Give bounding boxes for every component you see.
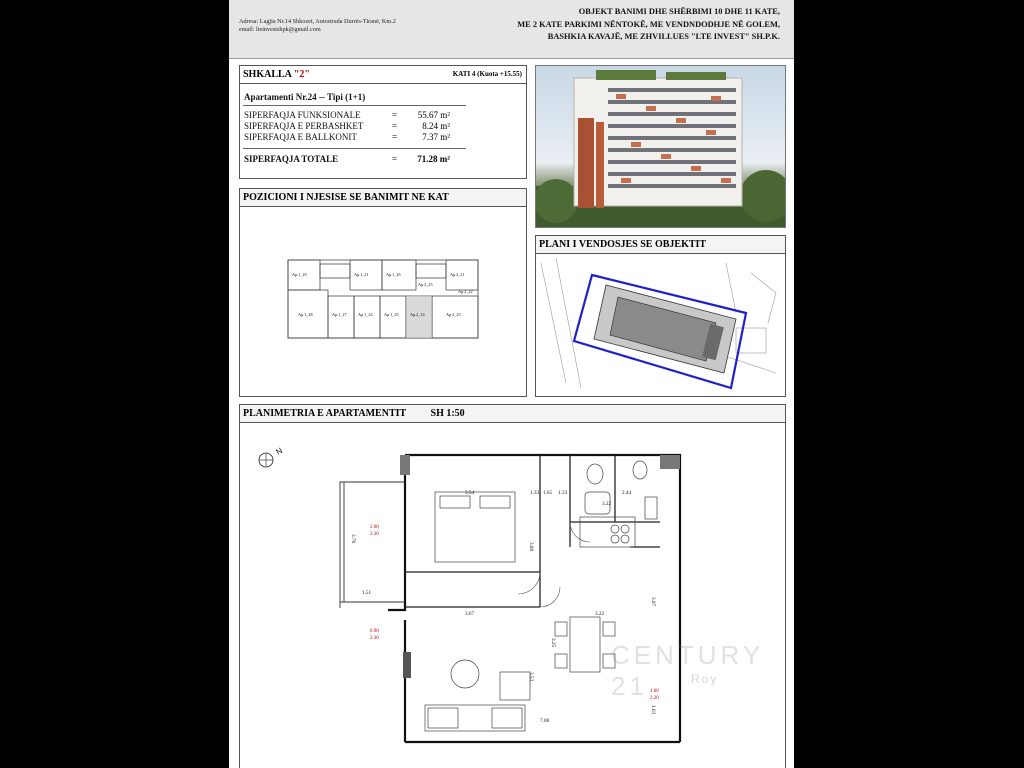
title-line-1: OBJEKT BANIMI DHE SHËRBIMI 10 DHE 11 KATE,	[578, 7, 780, 16]
window-label-4: 2.20	[650, 696, 659, 701]
title-line-3: BASHKIA KAVAJË, ME ZHVILLUES "LTE INVEST" SH.P.K.	[547, 32, 780, 41]
unit-label-bottom-5: Ap.2_24	[410, 312, 425, 317]
dim-balcony-bottom: 1.51	[362, 590, 372, 596]
floor-key-plan	[240, 206, 526, 396]
dim-right-small: 1.63	[650, 705, 656, 715]
dim-balcony-height: 3.78	[350, 534, 356, 544]
building-render-drawing	[536, 66, 785, 227]
north-arrow-icon	[259, 446, 284, 467]
unit-label-top-1: Ap.1_29	[292, 272, 307, 277]
spec-row-label-1: SIPERFAQJA FUNKSIONALE	[244, 110, 361, 120]
dim-top-right: 2.44	[622, 490, 632, 496]
bed	[435, 492, 515, 562]
document-sheet	[229, 0, 794, 768]
total-eq: =	[392, 154, 398, 164]
plan-scale: SH 1:50	[430, 408, 465, 419]
living-furniture	[425, 660, 530, 731]
balcony	[340, 482, 405, 608]
spec-divider-2	[243, 148, 466, 149]
spec-row-label-2: SIPERFAQJA E PERBASHKET	[244, 121, 364, 131]
stair-label: SHKALLA	[243, 69, 292, 80]
window-label-6: 2.30	[370, 636, 379, 641]
dim-top-a: 1.33	[530, 490, 540, 496]
north-label: N	[274, 446, 285, 457]
unit-label-bottom-3: Ap.1_24	[358, 312, 373, 317]
spec-row-label-3: SIPERFAQJA E BALLKONIT	[244, 132, 357, 142]
dim-left-small: 3.25	[550, 638, 556, 648]
plan-title-bar	[240, 405, 785, 423]
spec-eq-1: =	[392, 110, 398, 120]
apartment-type: Apartamenti Nr.24 -- Tipi (1+1)	[244, 92, 366, 102]
spec-eq-3: =	[392, 132, 398, 142]
dining-table	[555, 617, 615, 672]
spec-divider	[243, 105, 466, 106]
dim-living-width: 3.67	[465, 611, 475, 617]
unit-label-top-3: Ap.1_26	[386, 272, 401, 277]
unit-label-top-5: Ap.2_21	[450, 272, 465, 277]
structural-column	[660, 455, 680, 469]
window-label-2: 2.30	[370, 532, 379, 537]
company-address	[239, 18, 396, 34]
highlighted-unit	[406, 296, 432, 338]
project-title	[450, 6, 780, 44]
dim-bed-width: 3.54	[465, 490, 475, 496]
apartment-floor-plan	[240, 422, 785, 768]
unit-label-bottom-2: Ap.1_27	[332, 312, 347, 317]
structural-column	[400, 455, 410, 475]
site-plan-title: PLANI I VENDOSJES SE OBJEKTIT	[536, 236, 785, 254]
stair-value: "2"	[293, 69, 310, 80]
spec-row-value-2: 8.24 m²	[422, 121, 450, 131]
address-line: Adresa: Lagjia Nr.14 Shkozet, Autostrada Durrës-Tiranë, Km.2	[239, 18, 396, 25]
total-label: SIPERFAQJA TOTALE	[244, 154, 339, 164]
email-line: email: lteinvestshpk@gmail.com	[239, 26, 321, 33]
window-label-5: 0.90	[370, 629, 379, 634]
spec-header	[240, 66, 526, 84]
radiator-element	[403, 652, 411, 678]
dim-living-height: 3.53	[528, 672, 534, 682]
plan-title: PLANIMETRIA E APARTAMENTIT	[243, 408, 407, 419]
dim-kitchen-top: 3.22	[602, 501, 612, 507]
dim-kitchen-width: 3.22	[595, 611, 605, 617]
window-label-3: 1.00	[650, 689, 659, 694]
unit-label-bottom-6: Ap.2_23	[446, 312, 461, 317]
unit-label-top-4: Ap.2_25	[418, 282, 433, 287]
dim-top-b: 1.65	[543, 490, 553, 496]
floor-label: KATI 4 (Kuota +15.55)	[452, 70, 522, 78]
unit-label-bottom-1: Ap.1_28	[298, 312, 313, 317]
position-box-title: POZICIONI I NJESISE SE BANIMIT NE KAT	[240, 189, 526, 207]
spec-eq-2: =	[392, 121, 398, 131]
window-label-1: 2.00	[370, 525, 379, 530]
area-spec-box	[239, 65, 527, 179]
dim-bottom-width: 7.08	[540, 718, 550, 724]
site-plan-box	[535, 235, 786, 397]
unit-label-bottom-4: Ap.1_25	[384, 312, 399, 317]
title-line-2: ME 2 KATE PARKIMI NËNTOKË, ME VENDNDODHJE NË GOLEM,	[517, 19, 780, 29]
unit-position-box	[239, 188, 527, 397]
apartment-plan-box	[239, 404, 786, 768]
total-value: 71.28 m²	[417, 154, 450, 164]
building-render	[535, 65, 786, 228]
dim-bed-height: 3.88	[528, 542, 534, 552]
dim-right-height: 3.07	[650, 597, 656, 607]
office-watermark: Roy	[691, 672, 719, 686]
spec-row-value-3: 7.37 m²	[422, 132, 450, 142]
unit-label-top-6: Ap.2_22	[458, 289, 473, 294]
site-plan-drawing	[536, 253, 785, 395]
dim-top-c: 1.33	[558, 490, 568, 496]
unit-label-top-2: Ap.1_21	[354, 272, 369, 277]
document-header	[229, 0, 794, 59]
spec-row-value-1: 55.67 m²	[417, 110, 450, 120]
brand-watermark: CENTURY 21	[611, 640, 764, 701]
